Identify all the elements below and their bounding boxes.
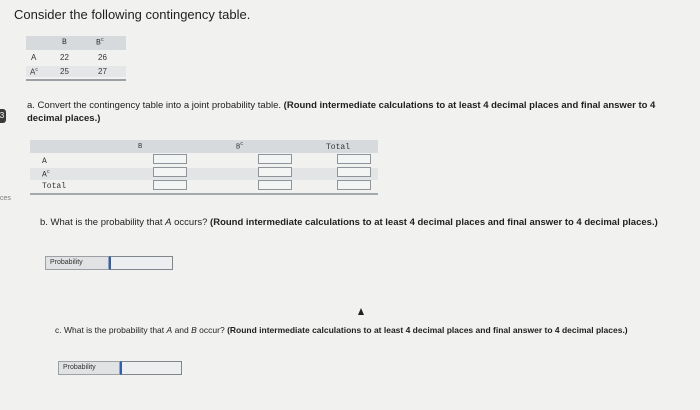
question-b xyxy=(40,216,680,229)
question-b-probability-label: Probability xyxy=(45,256,109,270)
sidebar-partial-text: ces xyxy=(0,195,11,202)
jt-cell-total-b[interactable] xyxy=(153,180,187,190)
question-b-var: A xyxy=(165,217,172,228)
jt-cell-ac-b[interactable] xyxy=(153,167,187,177)
ct-cell-a-b: 22 xyxy=(60,53,69,62)
jt-header-total: Total xyxy=(326,143,351,152)
question-c-probability-input[interactable] xyxy=(120,361,182,375)
question-c-instruction: (Round intermediate calculations to at least 4 decimal places and final answer to 4 decimal places.) xyxy=(227,325,628,335)
question-b-probability-input[interactable] xyxy=(109,256,173,270)
question-b-suffix: occurs? xyxy=(174,217,208,228)
ct-header-b: B xyxy=(62,38,67,47)
ct-cell-ac-bc: 27 xyxy=(98,67,107,76)
mouse-cursor-icon xyxy=(358,308,364,315)
question-b-instruction: (Round intermediate calculations to at least 4 decimal places and final answer to 4 decimal places.) xyxy=(210,217,658,228)
ct-row-a-label: A xyxy=(31,53,37,62)
sidebar-tag[interactable]: 3 xyxy=(0,109,6,123)
question-c-answer xyxy=(58,361,182,375)
contingency-table xyxy=(26,36,126,84)
question-c-mid: and xyxy=(174,325,189,335)
question-c-suffix: occur? xyxy=(199,325,225,335)
jt-cell-a-total[interactable] xyxy=(337,154,371,164)
question-a-prefix: a. Convert the contingency table into a joint probability table. xyxy=(27,100,282,111)
question-c-var1: A xyxy=(166,325,173,335)
question-c xyxy=(55,325,675,336)
question-a-instruction: (Round intermediate calculations to at least 4 decimal places and final answer to 4 decimal places.) xyxy=(27,100,656,124)
jt-row-ac-label: $A^c$ xyxy=(42,169,50,180)
jt-cell-ac-bc[interactable] xyxy=(258,167,292,177)
question-c-prefix: c. What is the probability that xyxy=(55,325,165,335)
ct-header-bc: $B^c$ xyxy=(96,37,104,48)
question-b-answer xyxy=(45,256,173,270)
intro-text: Consider the following contingency table. xyxy=(14,7,251,22)
question-b-prefix: b. What is the probability that xyxy=(40,217,163,228)
question-c-probability-label: Probability xyxy=(58,361,120,375)
jt-cell-total-total[interactable] xyxy=(337,180,371,190)
ct-cell-ac-b: 25 xyxy=(60,67,69,76)
jt-header-bc: $B^c$ xyxy=(236,141,244,152)
jt-cell-a-bc[interactable] xyxy=(258,154,292,164)
jt-row-total-label: Total xyxy=(42,182,67,191)
ct-cell-a-bc: 26 xyxy=(98,53,107,62)
question-c-var2: B xyxy=(191,325,197,335)
jt-cell-ac-total[interactable] xyxy=(337,167,371,177)
joint-probability-table xyxy=(30,140,378,198)
jt-cell-a-b[interactable] xyxy=(153,154,187,164)
jt-row-a-label: A xyxy=(42,157,47,166)
ct-row-ac-label: $A^c$ xyxy=(30,67,38,77)
jt-cell-total-bc[interactable] xyxy=(258,180,292,190)
jt-header-b: B xyxy=(138,143,143,151)
question-a xyxy=(27,99,677,125)
